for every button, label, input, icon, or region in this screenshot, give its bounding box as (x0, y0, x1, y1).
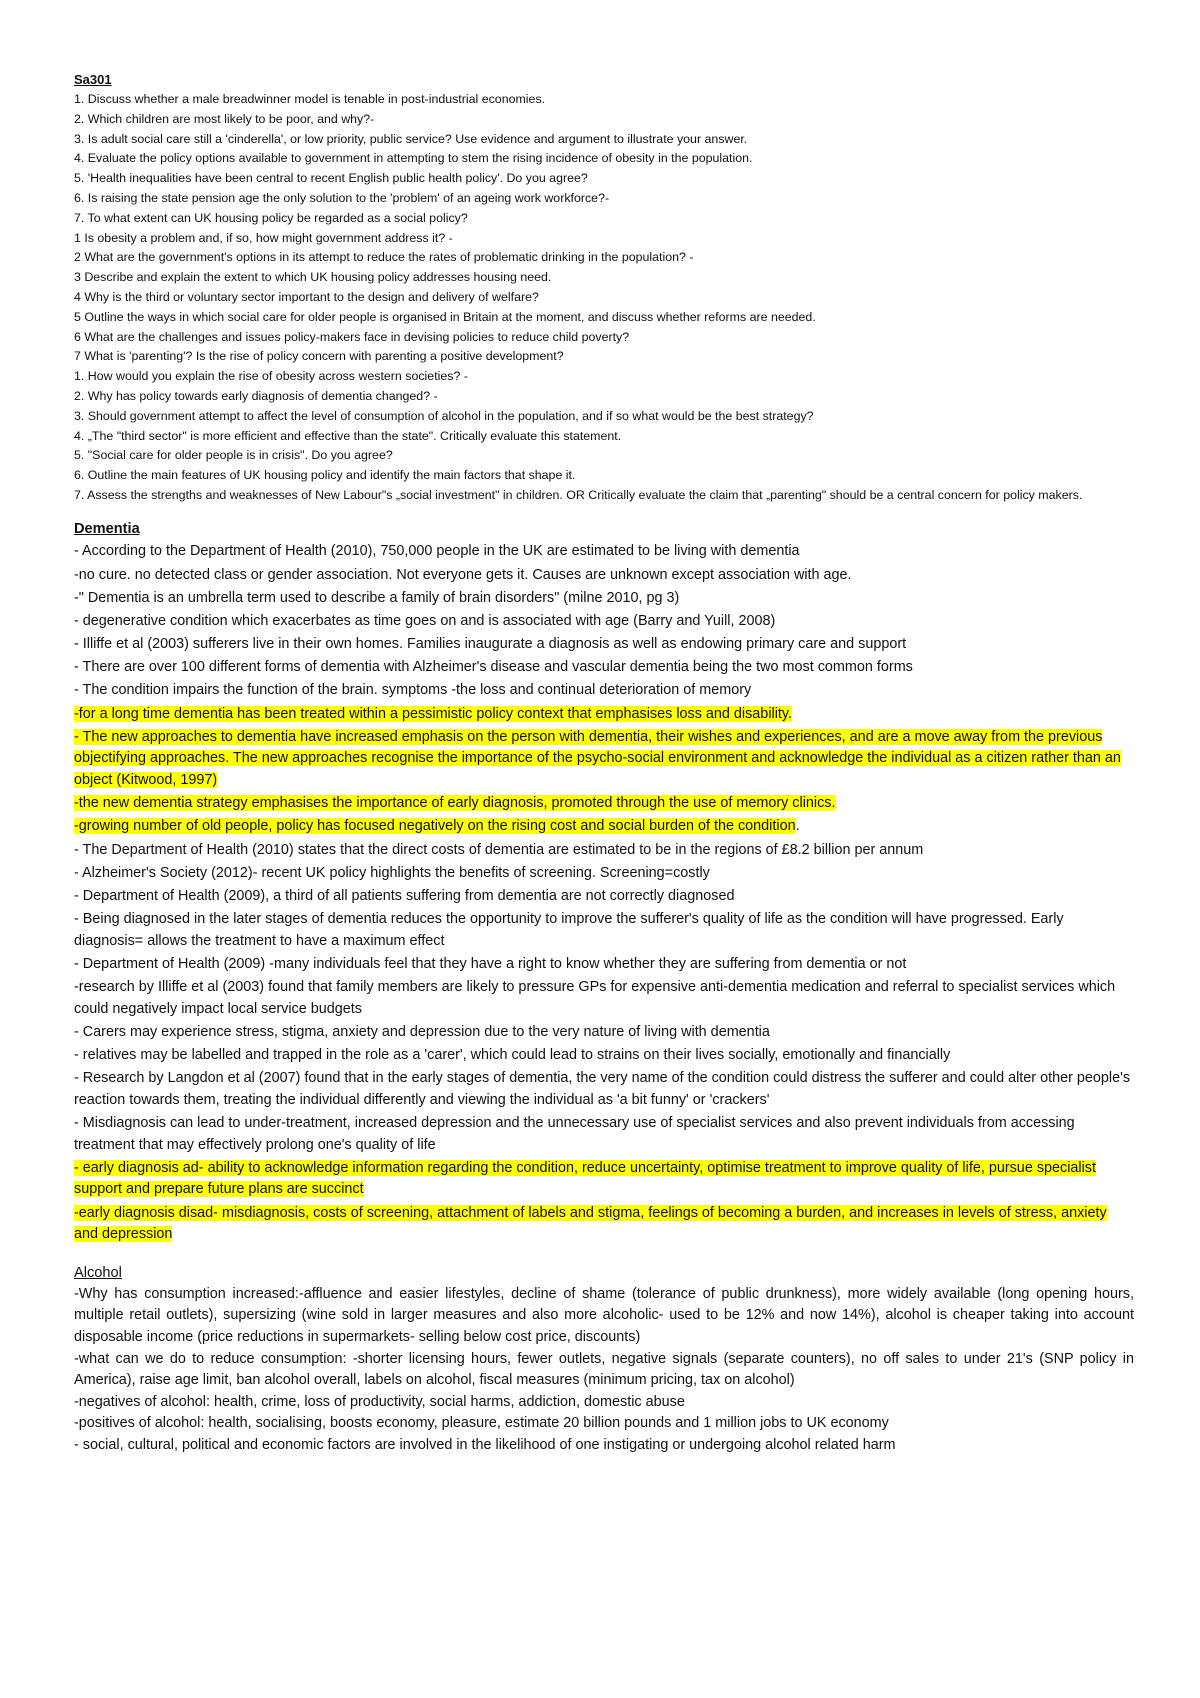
document-page (74, 70, 1134, 1457)
module-code: Sa301 (74, 72, 112, 87)
question-item: 2 What are the government's options in its attempt to reduce the rates of problematic drinking in the population? - (74, 250, 694, 265)
question-item: 6. Outline the main features of UK housing policy and identify the main factors that shape it. (74, 468, 576, 483)
dementia-note (74, 680, 1134, 702)
question-item: 1. Discuss whether a male breadwinner model is tenable in post-industrial economies. (74, 92, 546, 106)
highlighted-text: -the new dementia strategy emphasises the importance of early diagnosis, promoted through the use of memory clinics. (74, 795, 836, 812)
dementia-note (74, 1022, 1134, 1044)
question-list (74, 90, 1134, 506)
alcohol-note: -negatives of alcohol: health, crime, loss of productivity, social harms, addiction, domestic abuse (74, 1393, 685, 1410)
note-text: - Alzheimer's Society (2012)- recent UK policy highlights the benefits of screening. Screening=costly (74, 864, 710, 881)
note-text: - Being diagnosed in the later stages of dementia reduces the opportunity to improve the sufferer's quality of life as the condition will have progressed. Early diagnosis= allows the treatment to have a maximum effect (74, 911, 1064, 949)
note-text: -no cure. no detected class or gender association. Not everyone gets it. Causes are unknown except association with age. (74, 566, 852, 583)
dementia-note (74, 793, 1134, 815)
dementia-note (74, 863, 1134, 885)
question-item: 5 Outline the ways in which social care for older people is organised in Britain at the moment, and discuss whether reforms are needed. (74, 309, 816, 324)
note-text: - Research by Langdon et al (2007) found that in the early stages of dementia, the very name of the condition could distress the sufferer and could alter other people's reaction towards them, treating the individual differently and viewing the individual as 'a bit funny' or 'crackers' (74, 1070, 1131, 1108)
highlighted-text: -growing number of old people, policy has focused negatively on the rising cost and social burden of the condition (74, 818, 796, 835)
dementia-note (74, 816, 1134, 838)
question-item: 3. Should government attempt to affect the level of consumption of alcohol in the population, and if so what would be the best strategy? (74, 408, 814, 423)
note-text: - Misdiagnosis can lead to under-treatment, increased depression and the unnecessary use of specialist services and also prevent individuals from accessing treatment that may effectively prolong one's quality of life (74, 1115, 1075, 1153)
dementia-note (74, 704, 1134, 726)
question-item: 3. Is adult social care still a 'cinderella', or low priority, public service? Use evidence and argument to illustrate your answer. (74, 131, 748, 146)
note-text: - The Department of Health (2010) states that the direct costs of dementia are estimated to be in the regions of £8.2 billion per annum (74, 841, 924, 858)
dementia-note (74, 727, 1134, 792)
dementia-title: Dementia (74, 520, 140, 537)
question-item: 3 Describe and explain the extent to which UK housing policy addresses housing need. (74, 270, 552, 285)
question-item: 7. Assess the strengths and weaknesses of New Labour"s „social investment" in children. OR Critically evaluate the claim that „parenting" should be a central concern for policy makers. (74, 487, 1083, 502)
dementia-note (74, 657, 1134, 679)
highlighted-text: - The new approaches to dementia have increased emphasis on the person with dementia, their wishes and experiences, and are a move away from the previous objectifying approaches. The new approaches recognise the importance of the psycho-social environment and acknowledge the individual as a citizen rather than an object (Kitwood, 1997) (74, 728, 1121, 789)
question-item: 5. 'Health inequalities have been central to recent English public health policy'. Do you agree? (74, 171, 588, 186)
dementia-note (74, 1158, 1134, 1201)
note-text: - Department of Health (2009) -many individuals feel that they have a right to know whether they are suffering from dementia or not (74, 955, 907, 972)
note-tail: . (795, 818, 800, 835)
dementia-note (74, 611, 1134, 633)
question-item: 1 Is obesity a problem and, if so, how might government address it? - (74, 230, 453, 245)
note-text: - The condition impairs the function of the brain. symptoms -the loss and continual deterioration of memory (74, 682, 752, 699)
dementia-note (74, 840, 1134, 862)
highlighted-text: -early diagnosis disad- misdiagnosis, costs of screening, attachment of labels and stigma, feelings of becoming a burden, and increases in levels of stress, anxiety and depression (74, 1204, 1107, 1243)
question-item: 5. "Social care for older people is in crisis". Do you agree? (74, 448, 393, 463)
dementia-note (74, 1113, 1134, 1156)
note-text: - Carers may experience stress, stigma, anxiety and depression due to the very nature of living with dementia (74, 1023, 770, 1040)
alcohol-note: -Why has consumption increased:-affluence and easier lifestyles, decline of shame (tolerance of public drunkness), more widely available (long opening hours, multiple retail outlets), supersizing (wine sold in larger measures and also more alcoholic- used to be 12% and now 14%), alcohol is cheaper taking into account disposable income (price reductions in supermarkets- selling below cost price, discounts) (74, 1285, 1134, 1345)
dementia-note (74, 909, 1134, 952)
question-item: 7. To what extent can UK housing policy be regarded as a social policy? (74, 210, 468, 225)
alcohol-note: -what can we do to reduce consumption: -shorter licensing hours, fewer outlets, negative signals (separate counters), no off sales to under 21's (SNP policy in America), raise age limit, ban alcohol overall, labels on alcohol, fiscal measures (minimum pricing, tax on alcohol) (74, 1350, 1134, 1389)
dementia-notes (74, 541, 1134, 1245)
dementia-note (74, 634, 1134, 656)
alcohol-note: - social, cultural, political and economic factors are involved in the likelihood of one instigating or undergoing alcohol related harm (74, 1436, 896, 1453)
question-item: 6. Is raising the state pension age the only solution to the 'problem' of an ageing work workforce?- (74, 190, 610, 205)
question-item: 6 What are the challenges and issues policy-makers face in devising policies to reduce child poverty? (74, 329, 630, 344)
note-text: - degenerative condition which exacerbates as time goes on and is associated with age (Barry and Yuill, 2008) (74, 612, 776, 629)
question-item: 7 What is 'parenting'? Is the rise of policy concern with parenting a positive development? (74, 349, 564, 364)
note-text: - There are over 100 different forms of dementia with Alzheimer's disease and vascular dementia being the two most common forms (74, 659, 913, 676)
note-text: - According to the Department of Health (2010), 750,000 people in the UK are estimated to be living with dementia (74, 543, 800, 560)
dementia-note (74, 977, 1134, 1020)
dementia-note (74, 886, 1134, 908)
note-text: - relatives may be labelled and trapped in the role as a 'carer', which could lead to strains on their lives socially, emotionally and financially (74, 1047, 951, 1064)
dementia-note (74, 1045, 1134, 1067)
question-item: 2. Why has policy towards early diagnosis of dementia changed? - (74, 388, 438, 403)
dementia-note (74, 588, 1134, 610)
note-text: - Department of Health (2009), a third of all patients suffering from dementia are not correctly diagnosed (74, 887, 735, 904)
note-text: -" Dementia is an umbrella term used to describe a family of brain disorders" (milne 2010, pg 3) (74, 589, 680, 606)
question-item: 4. „The "third sector" is more efficient and effective than the state". Critically evaluate this statement. (74, 428, 622, 443)
dementia-note (74, 954, 1134, 976)
dementia-note (74, 1203, 1134, 1246)
alcohol-notes (74, 1284, 1134, 1457)
dementia-note (74, 1068, 1134, 1111)
alcohol-note: -positives of alcohol: health, socialising, boosts economy, pleasure, estimate 20 billion pounds and 1 million jobs to UK economy (74, 1415, 889, 1432)
question-item: 1. How would you explain the rise of obesity across western societies? - (74, 369, 468, 384)
alcohol-title: Alcohol (74, 1264, 122, 1281)
question-item: 4. Evaluate the policy options available to government in attempting to stem the rising incidence of obesity in the population. (74, 151, 753, 166)
dementia-note (74, 541, 1134, 563)
question-item: 4 Why is the third or voluntary sector important to the design and delivery of welfare? (74, 289, 539, 304)
note-text: - Illiffe et al (2003) sufferers live in their own homes. Families inaugurate a diagnosis as well as endowing primary care and support (74, 636, 907, 653)
note-text: -research by Illiffe et al (2003) found that family members are likely to pressure GPs for expensive anti-dementia medication and referral to specialist services which could negatively impact local service budgets (74, 979, 1116, 1017)
dementia-note (74, 565, 1134, 587)
highlighted-text: -for a long time dementia has been treated within a pessimistic policy context that emphasises loss and disability. (74, 705, 793, 722)
question-item: 2. Which children are most likely to be poor, and why?- (74, 111, 375, 126)
highlighted-text: - early diagnosis ad- ability to acknowledge information regarding the condition, reduce uncertainty, optimise treatment to improve quality of life, pursue specialist support and prepare future plans are succinct (74, 1159, 1097, 1198)
